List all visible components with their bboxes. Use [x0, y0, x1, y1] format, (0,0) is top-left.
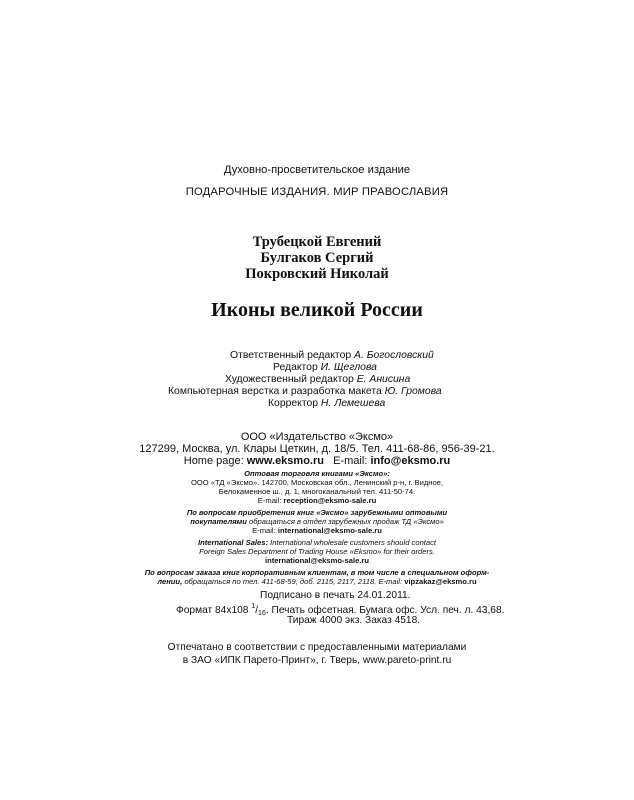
author-2: Булгаков Сергий — [260, 250, 374, 266]
credit-role: Художественный редактор — [225, 374, 354, 385]
wholesale-line-2: Белокаменное ш., д. 1, многоканальный тел. 411-50-74. — [218, 487, 416, 496]
format-denominator: 16 — [258, 610, 266, 617]
printed-line-1: Отпечатано в соответствии с предоставленными материалами — [167, 642, 467, 653]
signed-date: Подписано в печать 24.01.2011. — [260, 590, 411, 601]
international-email[interactable]: international@eksmo-sale.ru — [264, 556, 370, 565]
print-format: Формат 84x108 $^1/_{16}$. Печать офсетная. Бумага офс. Усл. печ. л. 43,68. — [176, 603, 505, 617]
corporate-email-link[interactable]: vipzakaz@eksmo.ru — [404, 577, 477, 586]
credit-editor-in-chief — [230, 350, 434, 361]
edition-type: Духовно-просветительское издание — [223, 164, 411, 176]
credit-name: А. Богословский — [354, 350, 434, 361]
wholesale-line-1: ООО «ТД «Эксмо». 142700, Московская обл., Ленинский р-н, г. Видное, — [190, 478, 444, 487]
book-title: Иконы великой России — [211, 299, 423, 321]
credit-name: Е. Анисина — [356, 374, 411, 385]
email-link[interactable]: info@eksmo.ru — [370, 455, 451, 467]
credit-role: Компьютерная верстка и разработка макета — [168, 386, 382, 397]
credit-name: Н. Лемешева — [320, 398, 386, 409]
publisher-name: ООО «Издательство «Эксмо» — [240, 431, 394, 443]
international-line-1-rest: International wholesale customers should contact — [270, 538, 437, 547]
email-link[interactable]: reception@eksmo-sale.ru — [283, 496, 377, 505]
wholesale-email — [0, 496, 634, 505]
credit-role: Ответственный редактор — [230, 350, 352, 361]
author-1: Трубецкой Евгений — [252, 234, 382, 250]
foreign-line-2-rest: обращаться в отдел зарубежных продаж ТД «Эксмо» — [249, 517, 444, 526]
corporate-line-1: По вопросам заказа книг корпоративным клиентам, в том числе в специальном оформ- — [144, 568, 490, 577]
credit-proofreader — [268, 398, 385, 409]
international-heading: International Sales: — [197, 538, 269, 547]
international-line-2: Foreign Sales Department of Trading House «Eksmo» for their orders. — [199, 547, 435, 556]
foreign-email — [0, 526, 634, 535]
publisher-contacts — [0, 455, 634, 467]
homepage-label: Home page: — [183, 455, 244, 467]
email-link[interactable]: international@eksmo-sale.ru — [277, 526, 382, 535]
credit-layout — [168, 386, 442, 397]
series-name: ПОДАРОЧНЫЕ ИЗДАНИЯ. МИР ПРАВОСЛАВИЯ — [185, 186, 449, 198]
email-label: E-mail: — [252, 526, 276, 535]
credit-art-editor — [225, 374, 410, 385]
email-label: E-mail: — [257, 496, 282, 505]
format-rest: . Печать офсетная. Бумага офс. Усл. печ. л. 43,68. — [265, 605, 505, 616]
international-line-1 — [0, 538, 634, 547]
foreign-line-2 — [0, 517, 634, 526]
wholesale-heading: Оптовая торговля книгами «Эксмо»: — [244, 469, 390, 478]
corporate-line-2-rest: обращаться по тел. 411-68-59, доб. 2115, 2117, 2118. E-mail: — [184, 577, 403, 586]
format-numerator: 1 — [251, 603, 256, 610]
format-prefix: Формат 84x108 — [176, 605, 249, 616]
author-3: Покровский Николай — [245, 266, 389, 282]
homepage-link[interactable]: www.eksmo.ru — [246, 455, 324, 467]
corporate-line-2-bold: лении, — [157, 577, 183, 586]
credit-role: Редактор — [273, 362, 318, 373]
credit-name: Ю. Громова — [384, 386, 442, 397]
credit-editor — [273, 362, 377, 373]
publisher-address: 127299, Москва, ул. Клары Цеткин, д. 18/5. Тел. 411-68-86, 956-39-21. — [139, 443, 495, 455]
credit-name: И. Щеглова — [320, 362, 377, 373]
print-run: Тираж 4000 экз. Заказ 4518. — [287, 615, 421, 626]
printed-line-2: в ЗАО «ИПК Парето-Принт», г. Тверь, www.pareto-print.ru — [182, 655, 452, 666]
foreign-line-1: По вопросам приобретения книг «Эксмо» зарубежными оптовыми — [186, 508, 448, 517]
corporate-line-2 — [0, 577, 634, 586]
email-label: E-mail: — [333, 455, 368, 467]
credit-role: Корректор — [268, 398, 319, 409]
foreign-line-2-bold: покупателями — [190, 517, 247, 526]
